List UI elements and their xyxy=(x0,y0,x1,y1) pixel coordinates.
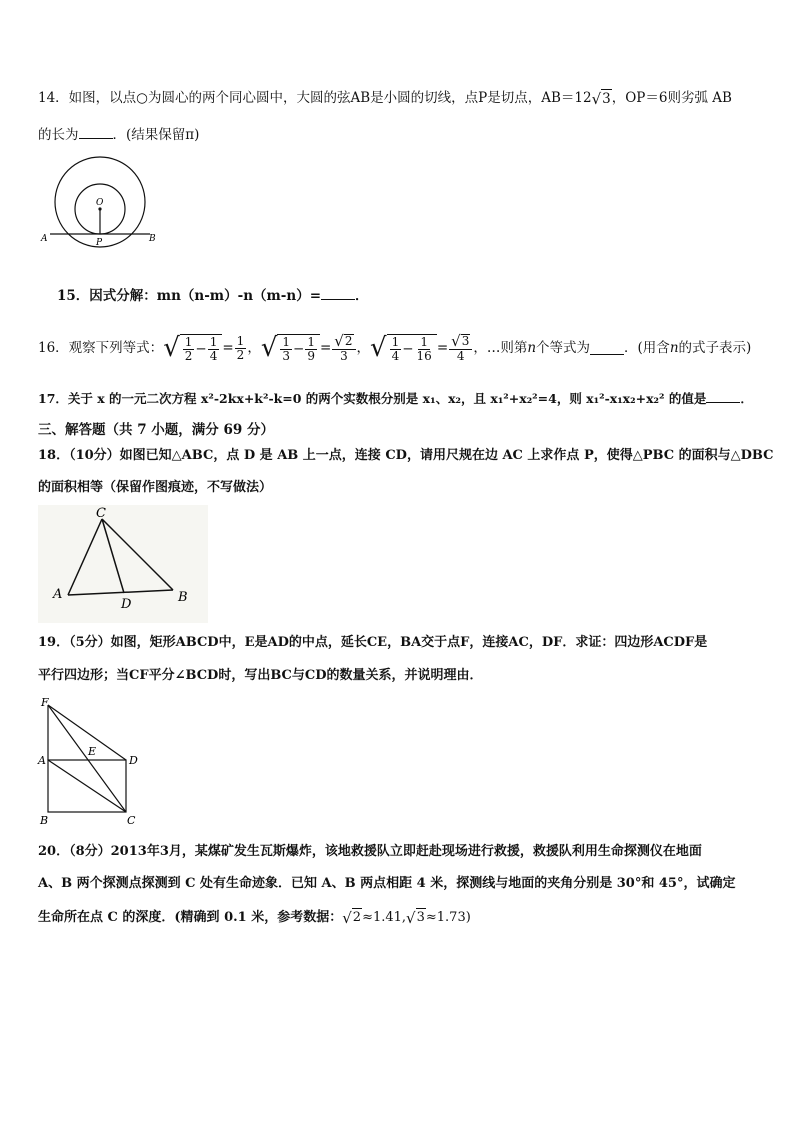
q16-tail-c: ．(用含 xyxy=(624,340,670,356)
q14-label-b: B xyxy=(149,234,156,244)
q20-line3 xyxy=(38,908,471,927)
q19-label-b: B xyxy=(40,814,49,827)
q14-line2 xyxy=(38,126,199,144)
q19-segment-fc xyxy=(48,705,126,812)
q18-label-b: B xyxy=(178,590,188,605)
q18-line2: 的面积相等（保留作图痕迹，不写做法） xyxy=(38,480,273,495)
q16-tail-n: n xyxy=(527,340,537,356)
q15-line xyxy=(57,287,369,305)
q17-answer-blank[interactable] xyxy=(706,390,740,403)
q18-figure xyxy=(38,505,208,623)
q15-text-a: 15．因式分解：mn（n-m）-n（m-n）= xyxy=(57,288,322,304)
q14-line2-a: 的长为 xyxy=(38,127,79,143)
q15-answer-blank[interactable] xyxy=(321,287,355,300)
q15-text-b: ． xyxy=(355,288,369,304)
q14-figure xyxy=(38,156,162,250)
section-3-title: 三、解答题（共 7 小题，满分 69 分） xyxy=(38,422,274,438)
q16-line: 16．观察下列等式： √ $\frac{1}{2}$ − $\frac{1}{4}$ = $\frac{1}{2}$ ， √ $\frac{1}{3}$ − $\frac{1}{9}$ = √ 2 3 ， √ $\frac{1}{4}$ − $\frac{1}{16}$ = √ 3 4 ，…则第 n 个等式为 ．(用含 n 的式子表示) xyxy=(38,332,752,363)
q16-tail-a: ，…则第 xyxy=(473,340,528,356)
q16-answer-blank[interactable] xyxy=(590,342,624,355)
q18-label-c: C xyxy=(96,506,106,521)
q14-line1 xyxy=(38,89,732,108)
q14-answer-blank[interactable] xyxy=(79,126,113,139)
q19-segment-fd xyxy=(48,705,126,760)
q14-text-a: 14．如图，以点○为圆心的两个同心圆中，大圆的弦AB是小圆的切线，点P是切点， xyxy=(38,90,542,106)
q18-label-a: A xyxy=(53,587,63,602)
q19-line2: 平行四边形；当CF平分∠BCD时，写出BC与CD的数量关系，并说明理由． xyxy=(38,668,483,683)
q20-line2: A、B 两个探测点探测到 C 处有生命迹象．已知 A、B 两点相距 4 米，探测线与地面的夹角分别是 30°和 45°，试确定 xyxy=(38,876,736,891)
q16-eq2-result: √ 2 3 xyxy=(332,333,355,363)
q20-value-sqrt2: ≈1.41, xyxy=(362,909,407,925)
q19-line1: 19．（5分）如图，矩形ABCD中，E是AD的中点，延长CE，BA交于点F，连接AC，DF．求证：四边形ACDF是 xyxy=(38,635,708,650)
q20-sqrt2: √ 2 xyxy=(342,908,362,927)
q14-sqrt: √ 3 xyxy=(591,89,611,108)
q14-text-b: AB＝12 xyxy=(541,90,592,106)
q16-eq3-result: √ 3 4 xyxy=(449,333,472,363)
q14-label-p: P xyxy=(96,238,103,248)
q16-tail-b: 个等式为 xyxy=(536,340,591,356)
q16-tail-d: 的式子表示) xyxy=(678,340,752,356)
q19-figure xyxy=(36,693,146,827)
q14-text-c: ，OP＝6则劣弧 AB xyxy=(611,90,732,106)
q20-sqrt3: √ 3 xyxy=(406,908,425,927)
q17-line xyxy=(38,390,753,408)
q16-eq1-result: $\frac{1}{2}$ xyxy=(236,333,245,362)
q19-label-e: E xyxy=(88,745,97,758)
q16-eq1-root: √ $\frac{1}{2}$ − $\frac{1}{4}$ xyxy=(163,333,222,363)
q18-label-d: D xyxy=(121,597,132,612)
q18-line1: 18．（10分）如图已知△ABC，点 D 是 AB 上一点，连接 CD，请用尺规在边 AC 上求作点 P，使得△PBC 的面积与△DBC xyxy=(38,448,774,463)
q14-label-o: O xyxy=(96,198,104,208)
q19-label-d: D xyxy=(129,754,138,767)
q16-lead: 16．观察下列等式： xyxy=(38,340,164,356)
q14-line2-b: ．(结果保留π) xyxy=(112,127,200,143)
q19-label-f: F xyxy=(41,696,49,709)
q20-value-sqrt3: ≈1.73) xyxy=(425,909,471,925)
q19-label-a: A xyxy=(38,754,46,767)
q19-label-c: C xyxy=(127,814,136,827)
q17-text-a: 17．关于 x 的一元二次方程 x²-2kx+k²-k=0 的两个实数根分别是 x₁、x₂，且 x₁²+x₂²=4，则 x₁²-x₁x₂+x₂² 的值是 xyxy=(38,391,707,406)
q16-tail-n2: n xyxy=(669,340,679,356)
q16-eq3-root: √ $\frac{1}{4}$ − $\frac{1}{16}$ xyxy=(370,333,437,363)
q16-eq2-root: √ $\frac{1}{3}$ − $\frac{1}{9}$ xyxy=(261,333,320,363)
q20-line1: 20．（8分）2013年3月，某煤矿发生瓦斯爆炸，该地救援队立即赶赴现场进行救援，救援队利用生命探测仪在地面 xyxy=(38,844,702,859)
q14-label-a: A xyxy=(41,234,48,244)
q20-line3-a: 生命所在点 C 的深度．(精确到 0.1 米，参考数据： xyxy=(38,909,343,925)
q19-segment-ac xyxy=(48,760,126,812)
q17-text-b: ． xyxy=(740,391,753,406)
